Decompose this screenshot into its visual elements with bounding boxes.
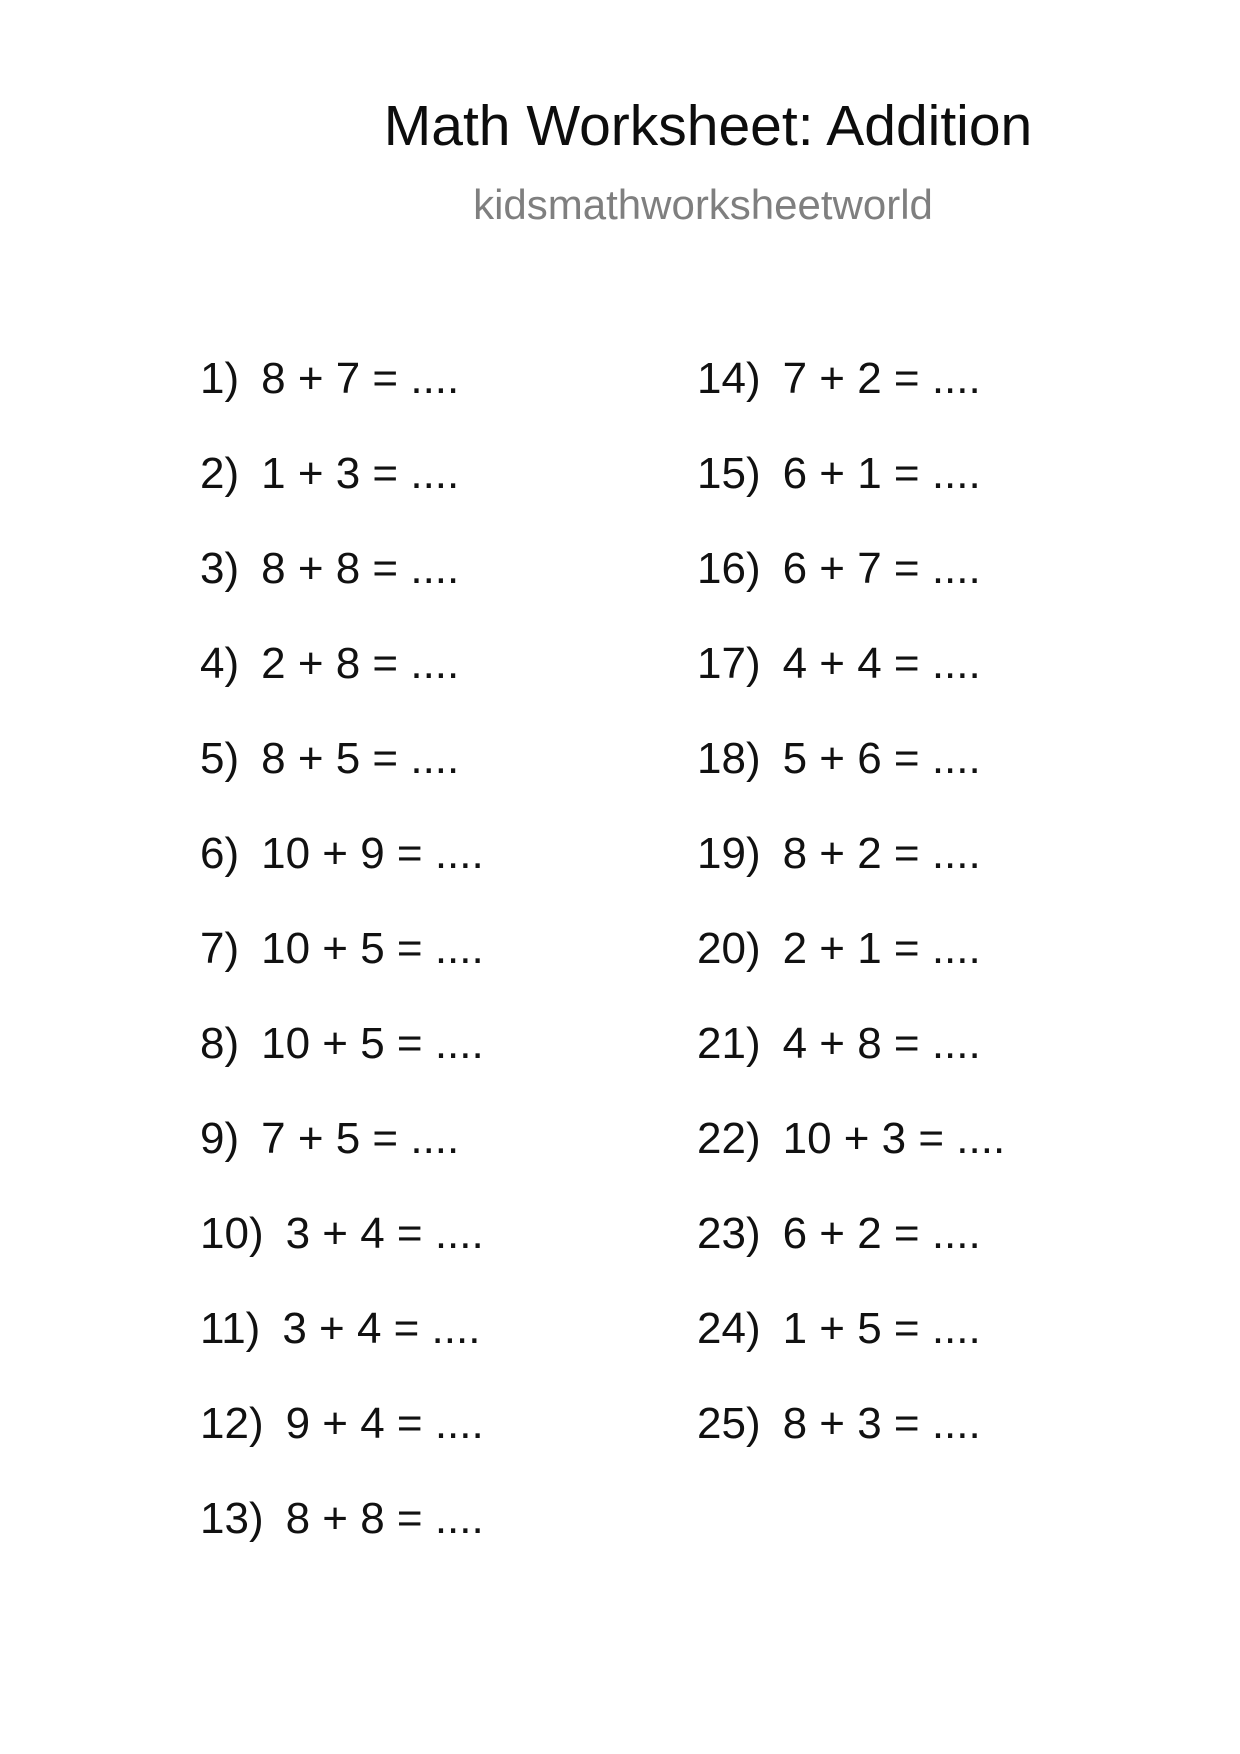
problem-number: 18) (697, 734, 761, 783)
problem-number: 8) (200, 1019, 240, 1068)
problem-24 (697, 1304, 1005, 1399)
problem-expression: 10 + 3 = .... (782, 1114, 1006, 1163)
problem-number: 23) (697, 1209, 761, 1258)
problem-11 (200, 1304, 484, 1399)
problem-number: 25) (697, 1399, 761, 1448)
problem-number: 6) (200, 829, 240, 878)
page-title: Math Worksheet: Addition (383, 94, 1033, 158)
problem-number: 15) (697, 449, 761, 498)
problem-number: 14) (697, 354, 761, 403)
problem-number: 16) (697, 544, 761, 593)
problem-expression: 10 + 5 = .... (261, 924, 484, 973)
problem-22 (697, 1114, 1005, 1209)
problem-expression: 4 + 4 = .... (782, 639, 981, 688)
problem-14 (697, 354, 1005, 449)
problem-18 (697, 734, 1005, 829)
problem-25 (697, 1399, 1005, 1494)
problem-number: 21) (697, 1019, 761, 1068)
problem-expression: 2 + 1 = .... (782, 924, 981, 973)
problem-19 (697, 829, 1005, 924)
problem-expression: 10 + 5 = .... (261, 1019, 484, 1068)
problem-number: 22) (697, 1114, 761, 1163)
problem-3 (200, 544, 484, 639)
problem-number: 24) (697, 1304, 761, 1353)
problem-expression: 6 + 7 = .... (782, 544, 981, 593)
problem-7 (200, 924, 484, 1019)
problem-expression: 3 + 4 = .... (282, 1304, 481, 1353)
problem-expression: 8 + 8 = .... (261, 544, 460, 593)
problem-10 (200, 1209, 484, 1304)
site-subtitle: kidsmathworksheetworld (473, 181, 933, 228)
problem-expression: 8 + 2 = .... (782, 829, 981, 878)
problem-expression: 2 + 8 = .... (261, 639, 460, 688)
problem-number: 4) (200, 639, 240, 688)
problem-number: 7) (200, 924, 240, 973)
problem-expression: 8 + 5 = .... (261, 734, 460, 783)
problem-6 (200, 829, 484, 924)
problem-2 (200, 449, 484, 544)
problem-5 (200, 734, 484, 829)
problem-number: 1) (200, 354, 240, 403)
problem-21 (697, 1019, 1005, 1114)
problem-number: 2) (200, 449, 240, 498)
problem-4 (200, 639, 484, 734)
problem-8 (200, 1019, 484, 1114)
problem-number: 3) (200, 544, 240, 593)
problem-number: 5) (200, 734, 240, 783)
problem-23 (697, 1209, 1005, 1304)
problem-expression: 8 + 8 = .... (285, 1494, 484, 1543)
problem-expression: 6 + 1 = .... (782, 449, 981, 498)
problem-number: 20) (697, 924, 761, 973)
problem-16 (697, 544, 1005, 639)
problem-number: 10) (200, 1209, 264, 1258)
problem-12 (200, 1399, 484, 1494)
problem-expression: 3 + 4 = .... (285, 1209, 484, 1258)
problem-expression: 5 + 6 = .... (782, 734, 981, 783)
problem-number: 13) (200, 1494, 264, 1543)
problem-number: 11) (200, 1304, 261, 1353)
problem-number: 17) (697, 639, 761, 688)
problem-expression: 7 + 2 = .... (782, 354, 981, 403)
problem-1 (200, 354, 484, 449)
problem-expression: 9 + 4 = .... (285, 1399, 484, 1448)
problem-13 (200, 1494, 484, 1589)
problem-20 (697, 924, 1005, 1019)
problem-column-right (697, 354, 1005, 1494)
problem-expression: 8 + 7 = .... (261, 354, 460, 403)
problem-number: 12) (200, 1399, 264, 1448)
problem-number: 9) (200, 1114, 240, 1163)
problem-column-left (200, 354, 484, 1589)
problem-number: 19) (697, 829, 761, 878)
problem-expression: 7 + 5 = .... (261, 1114, 460, 1163)
problem-expression: 1 + 3 = .... (261, 449, 460, 498)
problem-9 (200, 1114, 484, 1209)
problem-expression: 1 + 5 = .... (782, 1304, 981, 1353)
problem-15 (697, 449, 1005, 544)
problem-expression: 6 + 2 = .... (782, 1209, 981, 1258)
problem-17 (697, 639, 1005, 734)
problem-expression: 10 + 9 = .... (261, 829, 484, 878)
problem-expression: 4 + 8 = .... (782, 1019, 981, 1068)
problem-expression: 8 + 3 = .... (782, 1399, 981, 1448)
